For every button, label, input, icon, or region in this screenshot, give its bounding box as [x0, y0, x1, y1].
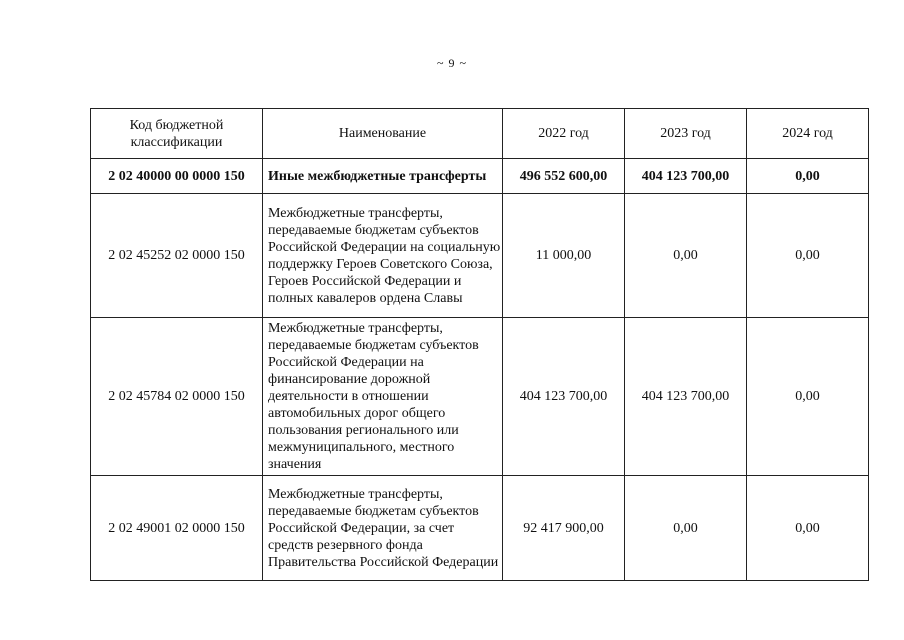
row-2023: 0,00 — [625, 476, 747, 581]
total-name: Иные межбюджетные трансферты — [263, 159, 503, 194]
total-2023: 404 123 700,00 — [625, 159, 747, 194]
row-code: 2 02 45784 02 0000 150 — [91, 318, 263, 476]
row-2024: 0,00 — [747, 318, 869, 476]
table-row-total — [91, 159, 869, 194]
row-2022: 11 000,00 — [503, 194, 625, 318]
table-header-row — [91, 109, 869, 159]
header-2023: 2023 год — [625, 109, 747, 159]
row-2022: 404 123 700,00 — [503, 318, 625, 476]
row-2022: 92 417 900,00 — [503, 476, 625, 581]
table-row — [91, 318, 869, 476]
row-code: 2 02 49001 02 0000 150 — [91, 476, 263, 581]
row-2024: 0,00 — [747, 476, 869, 581]
row-name: Межбюджетные трансферты, передаваемые бюджетам субъектов Российской Федерации, за счет средств резервного фонда Правительства Российской Федерации — [263, 476, 503, 581]
row-2023: 0,00 — [625, 194, 747, 318]
page-number: ~ 9 ~ — [437, 56, 467, 70]
row-2024: 0,00 — [747, 194, 869, 318]
row-2023: 404 123 700,00 — [625, 318, 747, 476]
total-2022: 496 552 600,00 — [503, 159, 625, 194]
budget-table — [90, 108, 869, 581]
total-code: 2 02 40000 00 0000 150 — [91, 159, 263, 194]
header-2022: 2022 год — [503, 109, 625, 159]
table-row — [91, 194, 869, 318]
row-name: Межбюджетные трансферты, передаваемые бюджетам субъектов Российской Федерации на социальную поддержку Героев Советского Союза, Героев Российской Федерации и полных кавалеров ордена Славы — [263, 194, 503, 318]
header-name: Наименование — [263, 109, 503, 159]
row-name: Межбюджетные трансферты, передаваемые бюджетам субъектов Российской Федерации на финансирование дорожной деятельности в отношении автомобильных дорог общего пользования регионального или межмуниципального, местного значения — [263, 318, 503, 476]
header-2024: 2024 год — [747, 109, 869, 159]
total-2024: 0,00 — [747, 159, 869, 194]
header-code: Код бюджетной классификации — [91, 109, 263, 159]
table-row — [91, 476, 869, 581]
row-code: 2 02 45252 02 0000 150 — [91, 194, 263, 318]
